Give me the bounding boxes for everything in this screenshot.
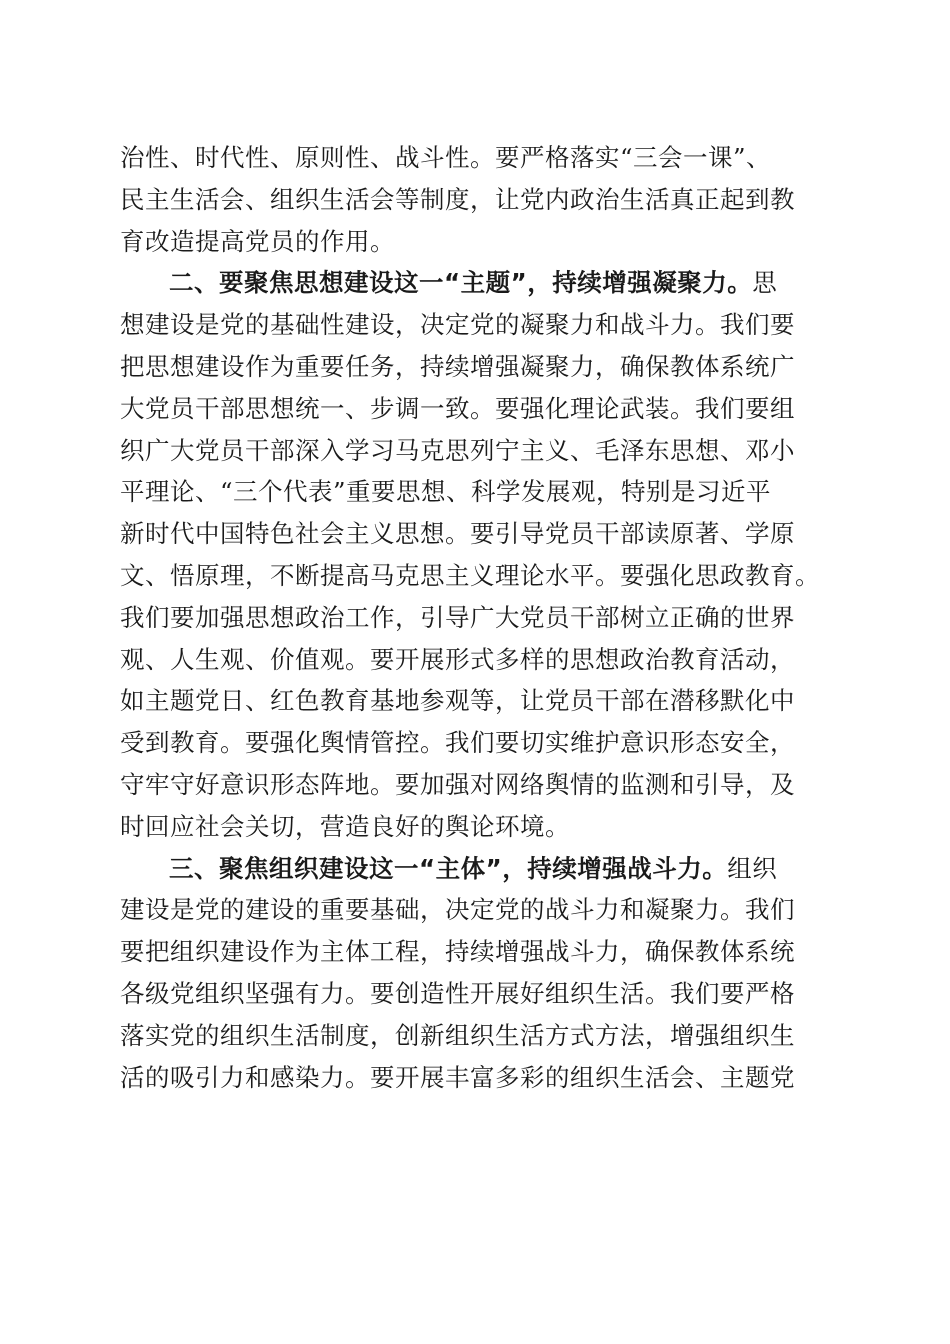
section-heading: 三、聚焦组织建设这一“主体”，持续增强战斗力。 bbox=[169, 853, 728, 883]
text-line: 平理论、“三个代表”重要思想、科学发展观，特别是习近平 bbox=[120, 477, 772, 507]
text-line: 如主题党日、红色教育基地参观等，让党员干部在潜移默化中 bbox=[120, 686, 795, 716]
paragraph-2 bbox=[120, 262, 840, 847]
text-line: 我们要加强思想政治工作，引导广大党员干部树立正确的世界 bbox=[120, 602, 795, 632]
document-page bbox=[120, 137, 840, 1098]
text-line: 各级党组织坚强有力。要创造性开展好组织生活。我们要严格 bbox=[120, 978, 795, 1008]
heading-trailing-text: 组织 bbox=[727, 853, 778, 883]
text-line: 育改造提高党员的作用。 bbox=[120, 226, 395, 256]
paragraph-first-line bbox=[120, 848, 840, 890]
section-heading: 二、要聚焦思想建设这一“主题”，持续增强凝聚力。 bbox=[169, 268, 753, 298]
text-line: 要把组织建设作为主体工程，持续增强战斗力，确保教体系统 bbox=[120, 937, 795, 967]
text-line: 观、人生观、价值观。要开展形式多样的思想政治教育活动， bbox=[120, 644, 795, 674]
text-line: 受到教育。要强化舆情管控。我们要切实维护意识形态安全， bbox=[120, 728, 795, 758]
text-line: 落实党的组织生活制度，创新组织生活方式方法，增强组织生 bbox=[120, 1020, 795, 1050]
paragraph-3 bbox=[120, 848, 840, 1099]
paragraph-first-line bbox=[120, 262, 840, 304]
text-line: 大党员干部思想统一、步调一致。要强化理论武装。我们要组 bbox=[120, 393, 795, 423]
text-line: 民主生活会、组织生活会等制度，让党内政治生活真正起到教 bbox=[120, 184, 795, 214]
text-line: 治性、时代性、原则性、战斗性。要严格落实“三会一课”、 bbox=[120, 143, 772, 172]
text-line: 时回应社会关切，营造良好的舆论环境。 bbox=[120, 811, 570, 841]
text-line: 守牢守好意识形态阵地。要加强对网络舆情的监测和引导，及 bbox=[120, 769, 795, 799]
text-line: 想建设是党的基础性建设，决定党的凝聚力和战斗力。我们要 bbox=[120, 310, 795, 340]
text-line: 织广大党员干部深入学习马克思列宁主义、毛泽东思想、邓小 bbox=[120, 435, 795, 465]
text-line: 把思想建设作为重要任务，持续增强凝聚力，确保教体系统广 bbox=[120, 351, 795, 381]
heading-trailing-text: 思 bbox=[752, 268, 778, 298]
text-line: 文、悟原理，不断提高马克思主义理论水平。要强化思政教育。 bbox=[120, 560, 820, 590]
text-line: 建设是党的建设的重要基础，决定党的战斗力和凝聚力。我们 bbox=[120, 895, 795, 925]
text-line: 新时代中国特色社会主义思想。要引导党员干部读原著、学原 bbox=[120, 519, 795, 549]
text-line: 活的吸引力和感染力。要开展丰富多彩的组织生活会、主题党 bbox=[120, 1062, 795, 1092]
paragraph-1 bbox=[120, 137, 840, 262]
